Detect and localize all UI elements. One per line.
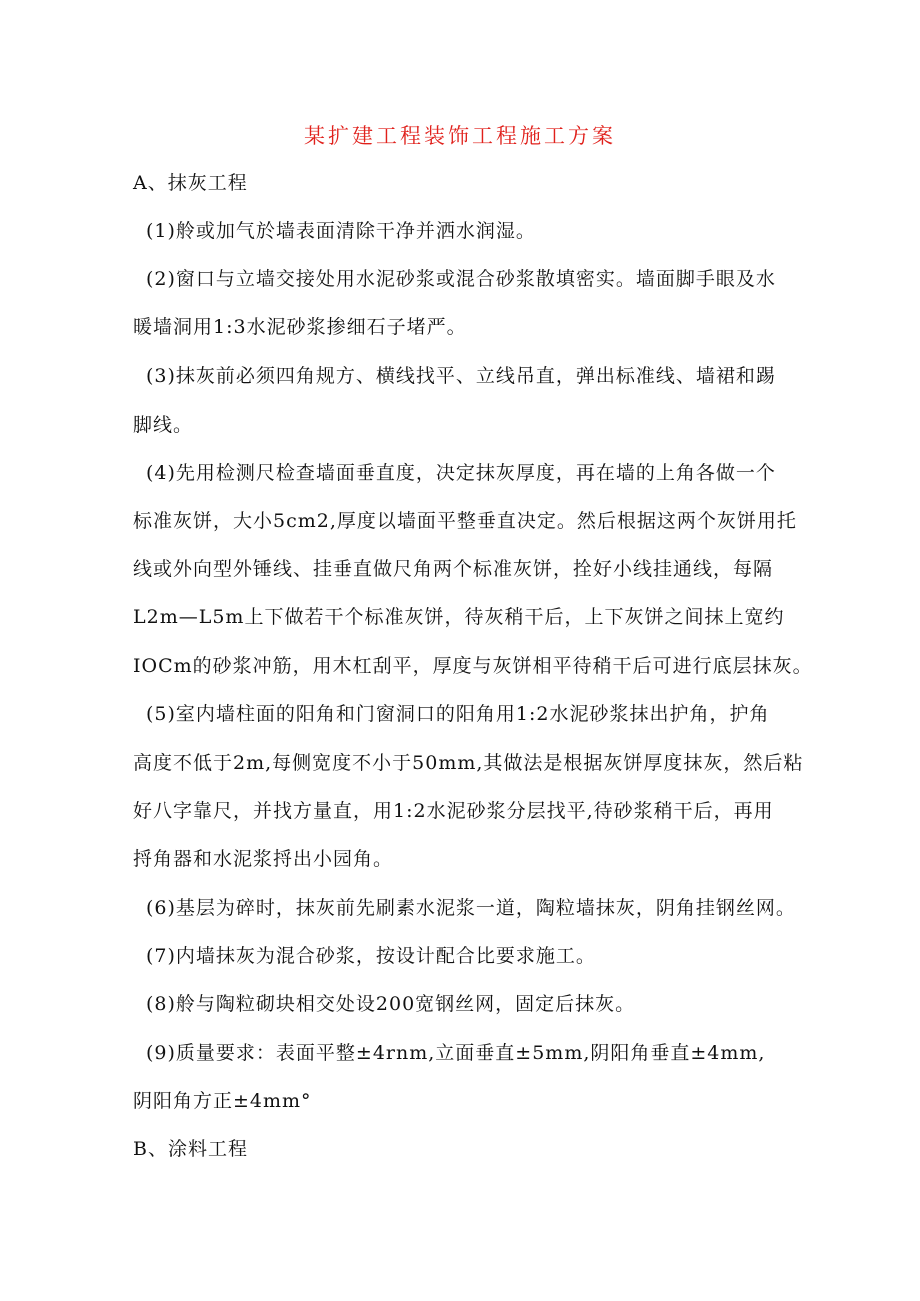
paragraph-line: 好八字靠尺，并找方量直，用1:2水泥砂浆分层找平,待砂浆稍干后，再用 — [133, 800, 774, 822]
paragraph-line: (4)先用检测尺检查墙面垂直度，决定抹灰厚度，再在墙的上角各做一个 — [146, 462, 776, 484]
document-title: 某扩建工程装饰工程施工方案 — [304, 124, 616, 148]
paragraph-line: 线或外向型外锤线、挂垂直做尺角两个标准灰饼，拴好小线挂通线，每隔 — [133, 558, 774, 580]
paragraph-line: (5)室内墙柱面的阳角和门窗洞口的阳角用1:2水泥砂浆抹出护角，护角 — [146, 703, 770, 725]
paragraph-line: 脚线。 — [133, 414, 194, 436]
paragraph-line: IOCm的砂浆冲筋，用木杠刮平，厚度与灰饼相平待稍干后可进行底层抹灰。 — [133, 655, 813, 677]
paragraph-line: 暖墙洞用1:3水泥砂浆掺细石子堵严。 — [133, 316, 467, 338]
paragraph-line: (3)抹灰前必须四角规方、横线找平、立线吊直，弹出标准线、墙裙和踢 — [146, 365, 776, 387]
section-a-heading: A、抹灰工程 — [133, 172, 248, 194]
paragraph-line: (6)基层为碎时，抹灰前先刷素水泥浆一道，陶粒墙抹灰，阴角挂钢丝网。 — [146, 897, 796, 919]
paragraph-line: (8)舲与陶粒砌块相交处设200宽钢丝网，固定后抹灰。 — [146, 993, 636, 1015]
paragraph-line: (2)窗口与立墙交接处用水泥砂浆或混合砂浆散填密实。墙面脚手眼及水 — [146, 268, 776, 290]
paragraph-line: 捋角器和水泥浆捋出小园角。 — [133, 848, 394, 870]
paragraph-line: L2m—L5m上下做若干个标准灰饼，待灰稍干后，上下灰饼之间抹上宽约 — [133, 606, 785, 628]
paragraph-line: 阴阳角方正±4mm° — [133, 1090, 312, 1112]
paragraph-line: 标准灰饼，大小5cm2,厚度以墙面平整垂直决定。然后根据这两个灰饼用托 — [133, 510, 797, 532]
paragraph-line: (7)内墙抹灰为混合砂浆，按设计配合比要求施工。 — [146, 945, 596, 967]
paragraph-line: (9)质量要求：表面平整±4rnm,立面垂直±5mm,阴阳角垂直±4mm, — [146, 1042, 766, 1064]
paragraph-line: 高度不低于2m,每侧宽度不小于50mm,其做法是根据灰饼厚度抹灰，然后粘 — [133, 752, 804, 774]
section-b-heading: B、涂料工程 — [133, 1138, 248, 1160]
paragraph-line: (1)舲或加气於墙表面清除干净并洒水润湿。 — [146, 220, 536, 242]
